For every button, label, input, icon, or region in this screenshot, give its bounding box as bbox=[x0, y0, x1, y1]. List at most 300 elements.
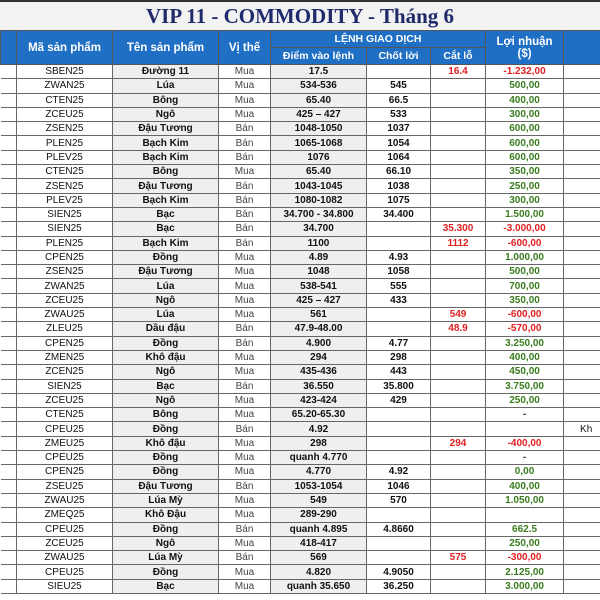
cell-code[interactable]: ZSEN25 bbox=[17, 122, 113, 136]
cell-extra[interactable] bbox=[564, 408, 600, 422]
row-stub[interactable] bbox=[1, 493, 17, 507]
row-stub[interactable] bbox=[1, 551, 17, 565]
cell-entry[interactable]: 1048 bbox=[271, 265, 367, 279]
cell-code[interactable]: CPEU25 bbox=[17, 522, 113, 536]
cell-tp[interactable]: 1054 bbox=[367, 136, 431, 150]
cell-pl[interactable]: 350,00 bbox=[486, 293, 564, 307]
cell-sl[interactable] bbox=[431, 479, 486, 493]
cell-tp[interactable]: 1038 bbox=[367, 179, 431, 193]
cell-entry[interactable]: 4.89 bbox=[271, 250, 367, 264]
cell-position[interactable]: Mua bbox=[219, 308, 271, 322]
cell-sl[interactable]: 16.4 bbox=[431, 65, 486, 79]
cell-tp[interactable]: 1058 bbox=[367, 265, 431, 279]
row-stub[interactable] bbox=[1, 536, 17, 550]
cell-pl[interactable]: 3.750,00 bbox=[486, 379, 564, 393]
row-stub[interactable] bbox=[1, 379, 17, 393]
cell-sl[interactable] bbox=[431, 107, 486, 121]
cell-code[interactable]: CTEN25 bbox=[17, 93, 113, 107]
cell-pl[interactable]: 250,00 bbox=[486, 536, 564, 550]
cell-pl[interactable]: -570,00 bbox=[486, 322, 564, 336]
cell-pl[interactable]: -600,00 bbox=[486, 236, 564, 250]
cell-code[interactable]: ZMEQ25 bbox=[17, 508, 113, 522]
header-stop-loss[interactable]: Cắt lỗ bbox=[431, 48, 486, 65]
cell-name[interactable]: Đồng bbox=[113, 565, 219, 579]
row-stub[interactable] bbox=[1, 107, 17, 121]
cell-sl[interactable] bbox=[431, 451, 486, 465]
cell-extra[interactable] bbox=[564, 65, 600, 79]
cell-pl[interactable]: 500,00 bbox=[486, 265, 564, 279]
cell-code[interactable]: PLEN25 bbox=[17, 236, 113, 250]
cell-code[interactable]: ZWAU25 bbox=[17, 493, 113, 507]
row-stub[interactable] bbox=[1, 79, 17, 93]
row-stub[interactable] bbox=[1, 451, 17, 465]
cell-name[interactable]: Bạc bbox=[113, 222, 219, 236]
cell-name[interactable]: Đồng bbox=[113, 522, 219, 536]
cell-code[interactable]: CPEN25 bbox=[17, 336, 113, 350]
cell-extra[interactable] bbox=[564, 79, 600, 93]
cell-extra[interactable] bbox=[564, 579, 600, 593]
cell-position[interactable]: Mua bbox=[219, 565, 271, 579]
cell-pl[interactable]: 700,00 bbox=[486, 279, 564, 293]
cell-pl[interactable]: 3.250,00 bbox=[486, 336, 564, 350]
cell-code[interactable]: ZWAN25 bbox=[17, 79, 113, 93]
cell-tp[interactable]: 66.10 bbox=[367, 165, 431, 179]
cell-position[interactable]: Mua bbox=[219, 465, 271, 479]
cell-entry[interactable]: 34.700 bbox=[271, 222, 367, 236]
cell-position[interactable]: Mua bbox=[219, 536, 271, 550]
cell-code[interactable]: CPEU25 bbox=[17, 422, 113, 436]
row-stub[interactable] bbox=[1, 365, 17, 379]
row-stub[interactable] bbox=[1, 150, 17, 164]
cell-extra[interactable] bbox=[564, 565, 600, 579]
cell-entry[interactable]: 1100 bbox=[271, 236, 367, 250]
row-stub[interactable] bbox=[1, 265, 17, 279]
row-stub[interactable] bbox=[1, 350, 17, 364]
cell-sl[interactable]: 549 bbox=[431, 308, 486, 322]
row-stub[interactable] bbox=[1, 293, 17, 307]
cell-name[interactable]: Khô Đậu bbox=[113, 508, 219, 522]
cell-name[interactable]: Lúa bbox=[113, 279, 219, 293]
cell-tp[interactable]: 1037 bbox=[367, 122, 431, 136]
cell-extra[interactable] bbox=[564, 136, 600, 150]
cell-tp[interactable] bbox=[367, 222, 431, 236]
cell-extra[interactable] bbox=[564, 308, 600, 322]
cell-entry[interactable]: 294 bbox=[271, 350, 367, 364]
cell-extra[interactable] bbox=[564, 436, 600, 450]
cell-name[interactable]: Khô đậu bbox=[113, 436, 219, 450]
cell-code[interactable]: CTEN25 bbox=[17, 408, 113, 422]
cell-name[interactable]: Đồng bbox=[113, 336, 219, 350]
cell-position[interactable]: Mua bbox=[219, 579, 271, 593]
cell-tp[interactable]: 36.250 bbox=[367, 579, 431, 593]
row-stub[interactable] bbox=[1, 165, 17, 179]
cell-name[interactable]: Bạch Kim bbox=[113, 236, 219, 250]
cell-pl[interactable]: 600,00 bbox=[486, 122, 564, 136]
cell-name[interactable]: Ngô bbox=[113, 365, 219, 379]
cell-entry[interactable]: 423-424 bbox=[271, 393, 367, 407]
cell-sl[interactable] bbox=[431, 279, 486, 293]
row-stub[interactable] bbox=[1, 250, 17, 264]
cell-name[interactable]: Ngô bbox=[113, 293, 219, 307]
cell-code[interactable]: CPEU25 bbox=[17, 565, 113, 579]
cell-position[interactable]: Mua bbox=[219, 250, 271, 264]
cell-entry[interactable]: quanh 4.895 bbox=[271, 522, 367, 536]
cell-entry[interactable]: 561 bbox=[271, 308, 367, 322]
cell-tp[interactable] bbox=[367, 436, 431, 450]
cell-position[interactable]: Bán bbox=[219, 236, 271, 250]
cell-extra[interactable] bbox=[564, 393, 600, 407]
cell-pl[interactable]: 1.050,00 bbox=[486, 493, 564, 507]
cell-name[interactable]: Đậu Tương bbox=[113, 265, 219, 279]
cell-position[interactable]: Mua bbox=[219, 65, 271, 79]
cell-extra[interactable] bbox=[564, 93, 600, 107]
cell-sl[interactable] bbox=[431, 565, 486, 579]
row-stub[interactable] bbox=[1, 93, 17, 107]
header-entry[interactable]: Điểm vào lệnh bbox=[271, 48, 367, 65]
cell-position[interactable]: Bán bbox=[219, 336, 271, 350]
cell-entry[interactable]: 538-541 bbox=[271, 279, 367, 293]
cell-entry[interactable]: 1076 bbox=[271, 150, 367, 164]
cell-tp[interactable] bbox=[367, 451, 431, 465]
row-stub[interactable] bbox=[1, 136, 17, 150]
cell-position[interactable]: Mua bbox=[219, 79, 271, 93]
cell-extra[interactable] bbox=[564, 293, 600, 307]
cell-entry[interactable]: 4.900 bbox=[271, 336, 367, 350]
cell-sl[interactable] bbox=[431, 422, 486, 436]
cell-sl[interactable] bbox=[431, 408, 486, 422]
cell-name[interactable]: Bạc bbox=[113, 579, 219, 593]
cell-pl[interactable]: -3.000,00 bbox=[486, 222, 564, 236]
header-name[interactable]: Tên sản phẩm bbox=[113, 31, 219, 65]
cell-name[interactable]: Đồng bbox=[113, 451, 219, 465]
cell-pl[interactable]: -400,00 bbox=[486, 436, 564, 450]
cell-name[interactable]: Khô đậu bbox=[113, 350, 219, 364]
cell-sl[interactable] bbox=[431, 93, 486, 107]
cell-tp[interactable]: 298 bbox=[367, 350, 431, 364]
cell-entry[interactable]: 34.700 - 34.800 bbox=[271, 207, 367, 221]
cell-pl[interactable]: 250,00 bbox=[486, 179, 564, 193]
cell-tp[interactable]: 433 bbox=[367, 293, 431, 307]
row-stub[interactable] bbox=[1, 408, 17, 422]
cell-sl[interactable] bbox=[431, 250, 486, 264]
cell-position[interactable]: Bán bbox=[219, 379, 271, 393]
cell-entry[interactable]: quanh 35.650 bbox=[271, 579, 367, 593]
cell-extra[interactable] bbox=[564, 150, 600, 164]
cell-tp[interactable]: 1064 bbox=[367, 150, 431, 164]
row-stub[interactable] bbox=[1, 207, 17, 221]
cell-tp[interactable]: 35.800 bbox=[367, 379, 431, 393]
header-code[interactable]: Mã sản phẩm bbox=[17, 31, 113, 65]
cell-pl[interactable]: 1.000,00 bbox=[486, 250, 564, 264]
cell-code[interactable]: ZLEU25 bbox=[17, 322, 113, 336]
cell-code[interactable]: PLEV25 bbox=[17, 150, 113, 164]
cell-code[interactable]: SIEN25 bbox=[17, 207, 113, 221]
cell-extra[interactable] bbox=[564, 379, 600, 393]
cell-pl[interactable]: 400,00 bbox=[486, 350, 564, 364]
cell-sl[interactable] bbox=[431, 465, 486, 479]
cell-pl[interactable] bbox=[486, 508, 564, 522]
cell-tp[interactable]: 533 bbox=[367, 107, 431, 121]
cell-code[interactable]: ZWAU25 bbox=[17, 551, 113, 565]
cell-code[interactable]: SIEN25 bbox=[17, 379, 113, 393]
cell-pl[interactable]: 450,00 bbox=[486, 365, 564, 379]
cell-sl[interactable] bbox=[431, 508, 486, 522]
cell-tp[interactable]: 4.77 bbox=[367, 336, 431, 350]
cell-position[interactable]: Bán bbox=[219, 136, 271, 150]
cell-position[interactable]: Bán bbox=[219, 179, 271, 193]
cell-code[interactable]: ZSEN25 bbox=[17, 265, 113, 279]
cell-tp[interactable]: 4.8660 bbox=[367, 522, 431, 536]
cell-pl[interactable]: 600,00 bbox=[486, 136, 564, 150]
cell-pl[interactable]: -600,00 bbox=[486, 308, 564, 322]
cell-position[interactable]: Bán bbox=[219, 207, 271, 221]
cell-sl[interactable]: 1112 bbox=[431, 236, 486, 250]
cell-pl[interactable]: 600,00 bbox=[486, 150, 564, 164]
cell-extra[interactable] bbox=[564, 451, 600, 465]
cell-entry[interactable]: 425 – 427 bbox=[271, 293, 367, 307]
cell-name[interactable]: Bạch Kim bbox=[113, 150, 219, 164]
cell-code[interactable]: ZMEU25 bbox=[17, 436, 113, 450]
cell-entry[interactable]: 65.40 bbox=[271, 93, 367, 107]
cell-tp[interactable] bbox=[367, 65, 431, 79]
cell-entry[interactable]: quanh 4.770 bbox=[271, 451, 367, 465]
cell-pl[interactable]: 250,00 bbox=[486, 393, 564, 407]
cell-tp[interactable] bbox=[367, 551, 431, 565]
cell-position[interactable]: Mua bbox=[219, 493, 271, 507]
cell-name[interactable]: Dầu đậu bbox=[113, 322, 219, 336]
cell-extra[interactable] bbox=[564, 165, 600, 179]
cell-tp[interactable]: 1075 bbox=[367, 193, 431, 207]
cell-extra[interactable]: Kh bbox=[564, 422, 600, 436]
cell-code[interactable]: ZWAU25 bbox=[17, 308, 113, 322]
cell-entry[interactable]: 4.92 bbox=[271, 422, 367, 436]
cell-tp[interactable]: 429 bbox=[367, 393, 431, 407]
row-stub[interactable] bbox=[1, 236, 17, 250]
cell-extra[interactable] bbox=[564, 222, 600, 236]
cell-entry[interactable]: 4.820 bbox=[271, 565, 367, 579]
cell-entry[interactable]: 36.550 bbox=[271, 379, 367, 393]
cell-code[interactable]: ZCEU25 bbox=[17, 107, 113, 121]
cell-sl[interactable]: 575 bbox=[431, 551, 486, 565]
header-take-profit[interactable]: Chốt lời bbox=[367, 48, 431, 65]
cell-position[interactable]: Mua bbox=[219, 279, 271, 293]
row-stub[interactable] bbox=[1, 436, 17, 450]
cell-sl[interactable] bbox=[431, 165, 486, 179]
cell-sl[interactable]: 48.9 bbox=[431, 322, 486, 336]
cell-sl[interactable] bbox=[431, 336, 486, 350]
cell-tp[interactable]: 66.5 bbox=[367, 93, 431, 107]
cell-position[interactable]: Bán bbox=[219, 222, 271, 236]
cell-position[interactable]: Bán bbox=[219, 193, 271, 207]
row-stub[interactable] bbox=[1, 565, 17, 579]
row-stub[interactable] bbox=[1, 393, 17, 407]
cell-name[interactable]: Ngô bbox=[113, 107, 219, 121]
cell-tp[interactable] bbox=[367, 408, 431, 422]
cell-code[interactable]: ZSEU25 bbox=[17, 479, 113, 493]
cell-entry[interactable]: 1080-1082 bbox=[271, 193, 367, 207]
cell-position[interactable]: Mua bbox=[219, 293, 271, 307]
cell-code[interactable]: ZSEN25 bbox=[17, 179, 113, 193]
cell-pl[interactable]: 1.500,00 bbox=[486, 207, 564, 221]
row-stub[interactable] bbox=[1, 279, 17, 293]
cell-pl[interactable]: - bbox=[486, 451, 564, 465]
cell-name[interactable]: Đồng bbox=[113, 465, 219, 479]
row-stub[interactable] bbox=[1, 222, 17, 236]
cell-position[interactable]: Mua bbox=[219, 365, 271, 379]
cell-entry[interactable]: 534-536 bbox=[271, 79, 367, 93]
cell-sl[interactable] bbox=[431, 579, 486, 593]
cell-position[interactable]: Bán bbox=[219, 479, 271, 493]
cell-entry[interactable]: 418-417 bbox=[271, 536, 367, 550]
cell-tp[interactable]: 4.92 bbox=[367, 465, 431, 479]
cell-extra[interactable] bbox=[564, 279, 600, 293]
cell-sl[interactable] bbox=[431, 536, 486, 550]
cell-sl[interactable] bbox=[431, 365, 486, 379]
cell-code[interactable]: ZCEN25 bbox=[17, 365, 113, 379]
row-stub[interactable] bbox=[1, 422, 17, 436]
cell-entry[interactable]: 1065-1068 bbox=[271, 136, 367, 150]
row-stub[interactable] bbox=[1, 122, 17, 136]
cell-extra[interactable] bbox=[564, 322, 600, 336]
cell-code[interactable]: CTEN25 bbox=[17, 165, 113, 179]
cell-name[interactable]: Bạc bbox=[113, 207, 219, 221]
cell-sl[interactable] bbox=[431, 150, 486, 164]
cell-entry[interactable]: 549 bbox=[271, 493, 367, 507]
cell-tp[interactable]: 4.93 bbox=[367, 250, 431, 264]
cell-entry[interactable]: 435-436 bbox=[271, 365, 367, 379]
cell-extra[interactable] bbox=[564, 122, 600, 136]
cell-name[interactable]: Lúa Mỳ bbox=[113, 493, 219, 507]
cell-pl[interactable]: -1.232,00 bbox=[486, 65, 564, 79]
cell-extra[interactable] bbox=[564, 179, 600, 193]
cell-position[interactable]: Bán bbox=[219, 122, 271, 136]
cell-extra[interactable] bbox=[564, 465, 600, 479]
cell-extra[interactable] bbox=[564, 479, 600, 493]
cell-name[interactable]: Đậu Tương bbox=[113, 122, 219, 136]
row-stub[interactable] bbox=[1, 65, 17, 79]
cell-entry[interactable]: 289-290 bbox=[271, 508, 367, 522]
cell-extra[interactable] bbox=[564, 536, 600, 550]
cell-name[interactable]: Lúa bbox=[113, 308, 219, 322]
cell-position[interactable]: Mua bbox=[219, 165, 271, 179]
cell-tp[interactable] bbox=[367, 308, 431, 322]
cell-name[interactable]: Bông bbox=[113, 165, 219, 179]
cell-name[interactable]: Đồng bbox=[113, 422, 219, 436]
cell-code[interactable]: SIEU25 bbox=[17, 579, 113, 593]
cell-pl[interactable]: 2.125,00 bbox=[486, 565, 564, 579]
cell-pl[interactable]: 400,00 bbox=[486, 93, 564, 107]
cell-name[interactable]: Lúa bbox=[113, 79, 219, 93]
cell-position[interactable]: Mua bbox=[219, 107, 271, 121]
cell-code[interactable]: SIEN25 bbox=[17, 222, 113, 236]
cell-sl[interactable] bbox=[431, 122, 486, 136]
cell-name[interactable]: Ngô bbox=[113, 393, 219, 407]
cell-tp[interactable]: 34.400 bbox=[367, 207, 431, 221]
cell-position[interactable]: Bán bbox=[219, 551, 271, 565]
cell-tp[interactable]: 555 bbox=[367, 279, 431, 293]
cell-tp[interactable]: 570 bbox=[367, 493, 431, 507]
cell-sl[interactable] bbox=[431, 293, 486, 307]
cell-position[interactable]: Mua bbox=[219, 265, 271, 279]
cell-extra[interactable] bbox=[564, 107, 600, 121]
cell-extra[interactable] bbox=[564, 508, 600, 522]
cell-sl[interactable] bbox=[431, 265, 486, 279]
cell-code[interactable]: ZWAN25 bbox=[17, 279, 113, 293]
cell-extra[interactable] bbox=[564, 193, 600, 207]
cell-entry[interactable]: 17.5 bbox=[271, 65, 367, 79]
cell-sl[interactable]: 35.300 bbox=[431, 222, 486, 236]
cell-code[interactable]: SBEN25 bbox=[17, 65, 113, 79]
cell-extra[interactable] bbox=[564, 493, 600, 507]
cell-name[interactable]: Bạc bbox=[113, 379, 219, 393]
header-profit[interactable] bbox=[486, 31, 564, 65]
cell-position[interactable]: Mua bbox=[219, 393, 271, 407]
cell-position[interactable]: Mua bbox=[219, 93, 271, 107]
cell-tp[interactable]: 1046 bbox=[367, 479, 431, 493]
cell-name[interactable]: Ngô bbox=[113, 536, 219, 550]
cell-extra[interactable] bbox=[564, 365, 600, 379]
cell-pl[interactable]: 350,00 bbox=[486, 165, 564, 179]
cell-sl[interactable] bbox=[431, 350, 486, 364]
cell-tp[interactable] bbox=[367, 422, 431, 436]
cell-position[interactable]: Mua bbox=[219, 436, 271, 450]
cell-name[interactable]: Bông bbox=[113, 408, 219, 422]
cell-sl[interactable] bbox=[431, 522, 486, 536]
header-position[interactable]: Vị thế bbox=[219, 31, 271, 65]
cell-sl[interactable]: 294 bbox=[431, 436, 486, 450]
cell-pl[interactable]: 300,00 bbox=[486, 193, 564, 207]
cell-position[interactable]: Mua bbox=[219, 350, 271, 364]
cell-extra[interactable] bbox=[564, 350, 600, 364]
row-stub[interactable] bbox=[1, 193, 17, 207]
cell-extra[interactable] bbox=[564, 265, 600, 279]
cell-pl[interactable]: 400,00 bbox=[486, 479, 564, 493]
cell-pl[interactable]: 0,00 bbox=[486, 465, 564, 479]
cell-entry[interactable]: 1053-1054 bbox=[271, 479, 367, 493]
cell-tp[interactable] bbox=[367, 536, 431, 550]
cell-entry[interactable]: 569 bbox=[271, 551, 367, 565]
cell-code[interactable]: ZMEN25 bbox=[17, 350, 113, 364]
cell-sl[interactable] bbox=[431, 79, 486, 93]
row-stub[interactable] bbox=[1, 336, 17, 350]
cell-code[interactable]: PLEN25 bbox=[17, 136, 113, 150]
cell-pl[interactable]: 300,00 bbox=[486, 107, 564, 121]
cell-code[interactable]: ZCEU25 bbox=[17, 293, 113, 307]
row-stub[interactable] bbox=[1, 579, 17, 593]
cell-entry[interactable]: 298 bbox=[271, 436, 367, 450]
cell-extra[interactable] bbox=[564, 522, 600, 536]
cell-pl[interactable]: - bbox=[486, 408, 564, 422]
cell-tp[interactable] bbox=[367, 508, 431, 522]
cell-position[interactable]: Bán bbox=[219, 322, 271, 336]
cell-name[interactable]: Đường 11 bbox=[113, 65, 219, 79]
cell-code[interactable]: CPEN25 bbox=[17, 250, 113, 264]
cell-entry[interactable]: 47.9-48.00 bbox=[271, 322, 367, 336]
cell-entry[interactable]: 1048-1050 bbox=[271, 122, 367, 136]
cell-extra[interactable] bbox=[564, 207, 600, 221]
row-stub[interactable] bbox=[1, 479, 17, 493]
row-stub[interactable] bbox=[1, 322, 17, 336]
cell-tp[interactable]: 545 bbox=[367, 79, 431, 93]
cell-tp[interactable] bbox=[367, 322, 431, 336]
cell-tp[interactable] bbox=[367, 236, 431, 250]
cell-position[interactable]: Mua bbox=[219, 508, 271, 522]
cell-sl[interactable] bbox=[431, 136, 486, 150]
cell-extra[interactable] bbox=[564, 236, 600, 250]
cell-extra[interactable] bbox=[564, 336, 600, 350]
cell-sl[interactable] bbox=[431, 193, 486, 207]
row-stub[interactable] bbox=[1, 465, 17, 479]
